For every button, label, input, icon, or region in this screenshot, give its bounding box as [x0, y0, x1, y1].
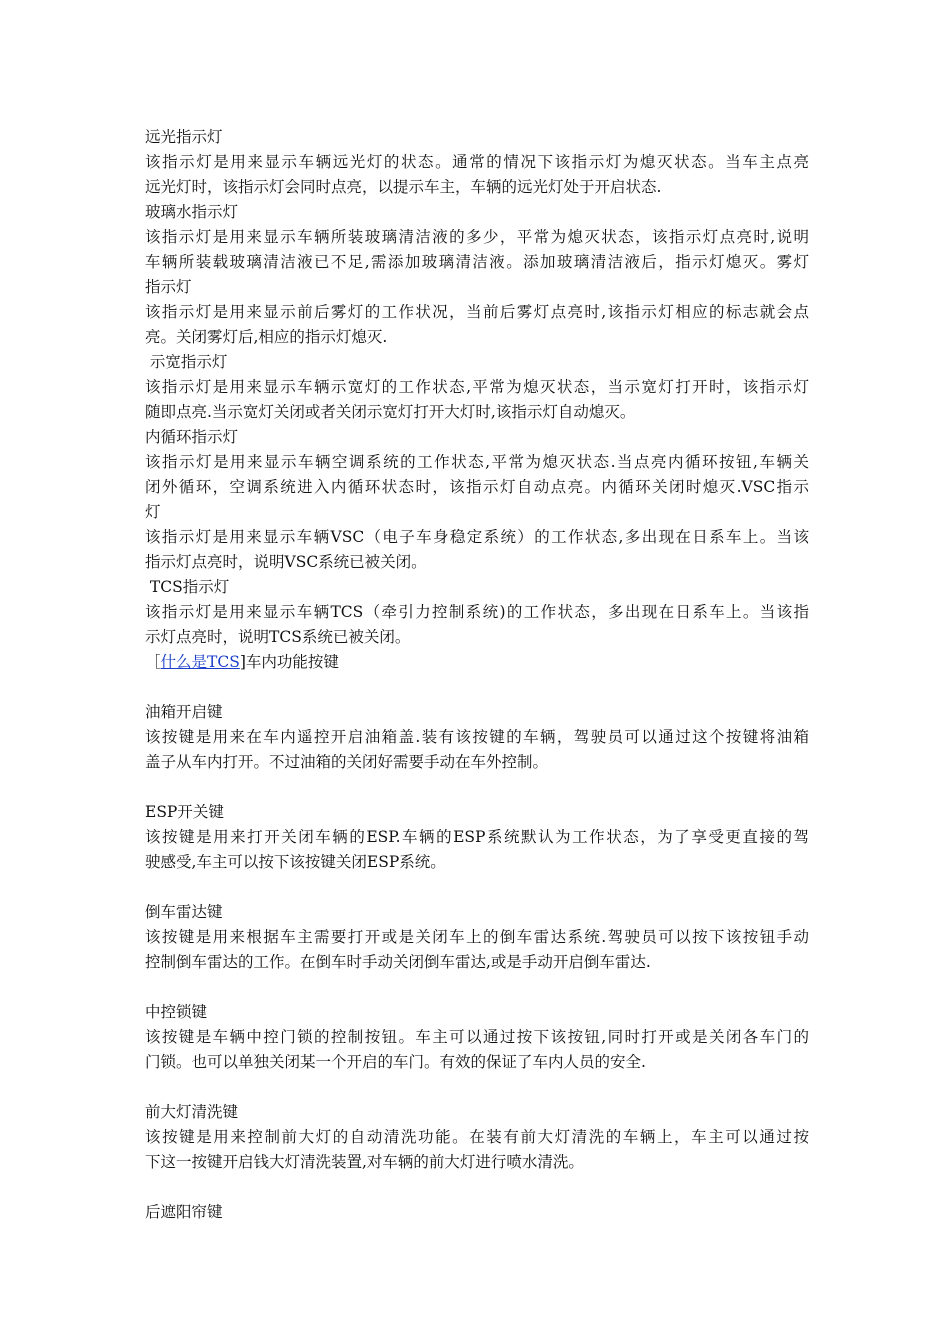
heading-rear-sunshade-button: 后遮阳帘键: [145, 1203, 223, 1221]
bracket-open: ［: [145, 653, 161, 671]
paragraph-line: 亮。关闭雾灯后,相应的指示灯熄灭.: [145, 328, 388, 346]
paragraph-line: 远光灯时，该指示灯会同时点亮，以提示车主，车辆的远光灯处于开启状态.: [145, 178, 662, 196]
paragraph-line: 该按键是用来打开关闭车辆的ESP.车辆的ESP系统默认为工作状态，为了享受更直接的驾: [145, 828, 809, 846]
section-heading-in-car-buttons: ]车内功能按键: [239, 653, 339, 671]
paragraph-line: 车辆所装载玻璃清洁液已不足,需添加玻璃清洁液。添加玻璃清洁液后，指示灯熄灭。雾灯: [145, 253, 809, 271]
heading-headlamp-washer-button: 前大灯清洗键: [145, 1103, 239, 1121]
paragraph-line: 驶感受,车主可以按下该按键关闭ESP系统。: [145, 853, 446, 871]
blank-line: [145, 775, 809, 800]
heading-parking-radar-button: 倒车雷达键: [145, 903, 223, 921]
heading-recirculation-indicator: 内循环指示灯: [145, 428, 239, 446]
paragraph-line: 该按键是用来根据车主需要打开或是关闭车上的倒车雷达系统.驾驶员可以按下该按钮手动: [145, 928, 809, 946]
paragraph-line: 控制倒车雷达的工作。在倒车时手动关闭倒车雷达,或是手动开启倒车雷达.: [145, 953, 651, 971]
link-line: [145, 650, 809, 675]
heading-esp-button: ESP开关键: [145, 803, 224, 821]
blank-line: [145, 1175, 809, 1200]
blank-line: [145, 675, 809, 700]
paragraph-line: 该按键是用来控制前大灯的自动清洗功能。在装有前大灯清洗的车辆上，车主可以通过按: [145, 1128, 809, 1146]
paragraph-line: 指示灯: [145, 278, 192, 296]
heading-tcs-indicator: TCS指示灯: [145, 578, 230, 596]
paragraph-line: 灯: [145, 503, 161, 521]
paragraph-line: 示灯点亮时，说明TCS系统已被关闭。: [145, 628, 411, 646]
paragraph-line: 随即点亮.当示宽灯关闭或者关闭示宽灯打开大灯时,该指示灯自动熄灭。: [145, 403, 636, 421]
paragraph-line: 该指示灯是用来显示车辆VSC（电子车身稳定系统）的工作状态,多出现在日系车上。当该: [145, 528, 809, 546]
paragraph-line: 该按键是用来在车内遥控开启油箱盖.装有该按键的车辆，驾驶员可以通过这个按键将油箱: [145, 728, 809, 746]
paragraph-line: 该指示灯是用来显示车辆空调系统的工作状态,平常为熄灭状态.当点亮内循环按钮,车辆关: [145, 453, 809, 471]
document-page: [145, 125, 809, 1225]
blank-line: [145, 875, 809, 900]
paragraph-line: 该指示灯是用来显示车辆示宽灯的工作状态,平常为熄灭状态，当示宽灯打开时，该指示灯: [145, 378, 809, 396]
paragraph-line: 该指示灯是用来显示车辆所装玻璃清洁液的多少，平常为熄灭状态，该指示灯点亮时,说明: [145, 228, 809, 246]
heading-central-lock-button: 中控锁键: [145, 1003, 208, 1021]
heading-high-beam-indicator: 远光指示灯: [145, 128, 223, 146]
blank-line: [145, 975, 809, 1000]
paragraph-line: 该指示灯是用来显示车辆TCS（牵引力控制系统)的工作状态，多出现在日系车上。当该指: [145, 603, 809, 621]
paragraph-line: 闭外循环，空调系统进入内循环状态时，该指示灯自动点亮。内循环关闭时熄灭.VSC指示: [145, 478, 809, 496]
paragraph-line: 下这一按键开启钱大灯清洗装置,对车辆的前大灯进行喷水清洗。: [145, 1153, 584, 1171]
heading-fuel-door-button: 油箱开启键: [145, 703, 223, 721]
what-is-tcs-link[interactable]: 什么是TCS: [160, 653, 240, 671]
heading-washer-fluid-indicator: 玻璃水指示灯: [145, 203, 239, 221]
paragraph-line: 指示灯点亮时，说明VSC系统已被关闭。: [145, 553, 427, 571]
paragraph-line: 该指示灯是用来显示前后雾灯的工作状况，当前后雾灯点亮时,该指示灯相应的标志就会点: [145, 303, 809, 321]
paragraph-line: 该指示灯是用来显示车辆远光灯的状态。通常的情况下该指示灯为熄灭状态。当车主点亮: [145, 153, 809, 171]
blank-line: [145, 1075, 809, 1100]
heading-width-indicator: 示宽指示灯: [145, 353, 228, 371]
paragraph-line: 门锁。也可以单独关闭某一个开启的车门。有效的保证了车内人员的安全.: [145, 1053, 646, 1071]
paragraph-line: 该按键是车辆中控门锁的控制按钮。车主可以通过按下该按钮,同时打开或是关闭各车门的: [145, 1028, 809, 1046]
paragraph-line: 盖子从车内打开。不过油箱的关闭好需要手动在车外控制。: [145, 753, 549, 771]
